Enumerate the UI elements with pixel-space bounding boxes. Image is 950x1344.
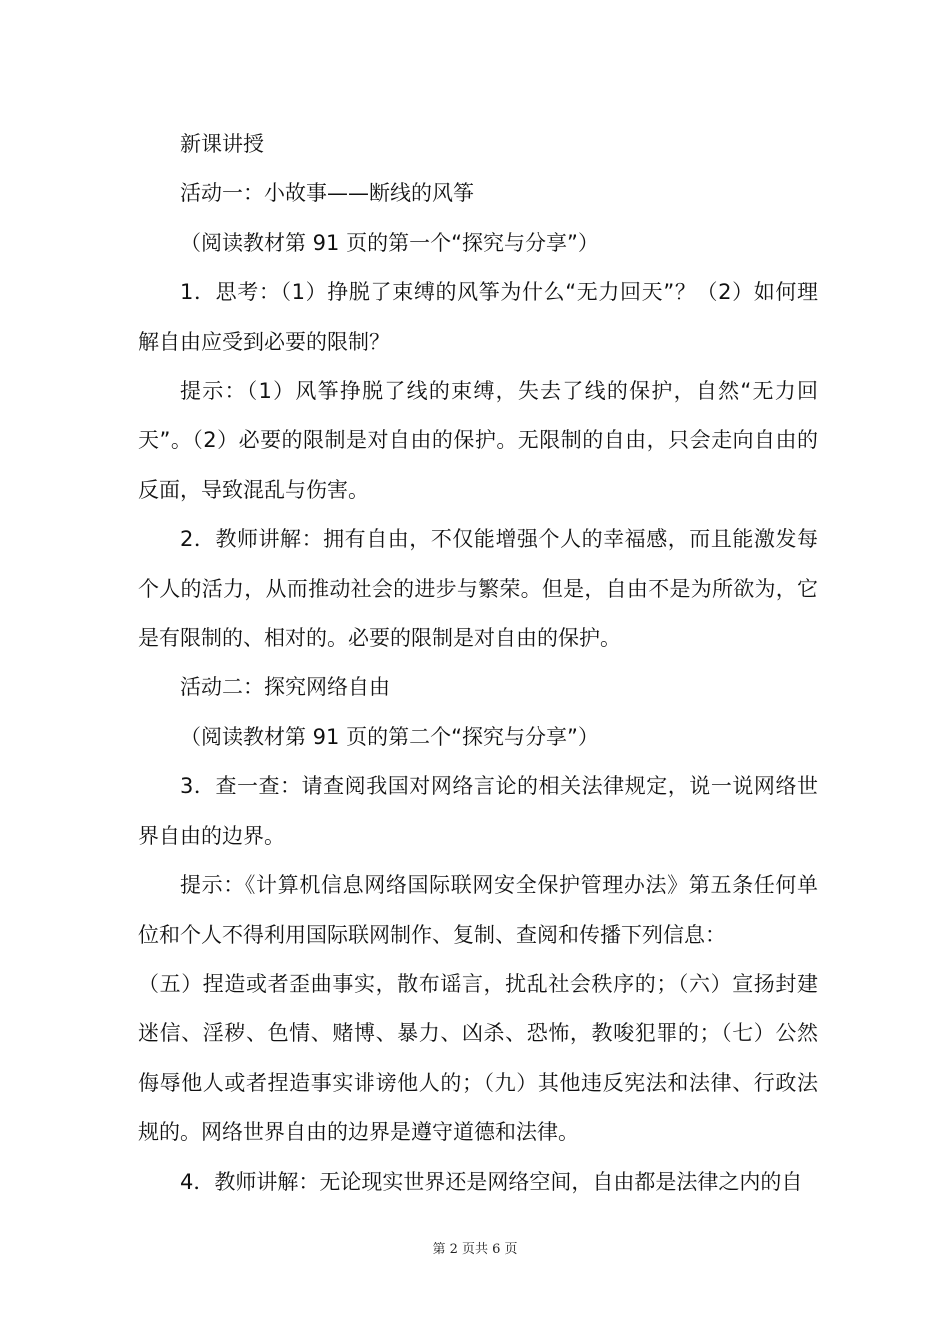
teacher-explanation: 2．教师讲解：拥有自由，不仅能增强个人的幸福感，而且能激发每个人的活力，从而推动社会的进步与繁荣。但是，自由不是为所欲为，它是有限制的、相对的。必要的限制是对自由的保护。	[138, 527, 818, 651]
law-excerpt: （五）捏造或者歪曲事实，散布谣言，扰乱社会秩序的；（六）宣扬封建迷信、淫秽、色情、赌博、暴力、凶杀、恐怖，教唆犯罪的；（七）公然侮辱他人或者捏造事实诽谤他人的；（九）其他违反宪法和法律、行政法规的。网络世界自由的边界是遵守道德和法律。	[138, 971, 818, 1145]
page-number-footer: 第 2 页共 6 页	[432, 1242, 518, 1257]
activity-two-title: 活动二：探究网络自由	[180, 675, 390, 700]
section-heading: 新课讲授	[180, 132, 264, 156]
reading-note: （阅读教材第 91 页的第二个“探究与分享”）	[180, 724, 599, 749]
activity-one-title: 活动一：小故事——断线的风筝	[180, 181, 474, 206]
question-paragraph: 1．思考：（1）挣脱了束缚的风筝为什么“无力回天”？（2）如何理解自由应受到必要的限制？	[138, 280, 818, 354]
hint-paragraph: 提示：（1）风筝挣脱了线的束缚，失去了线的保护，自然“无力回天”。（2）必要的限制是对自由的保护。无限制的自由，只会走向自由的反面，导致混乱与伤害。	[138, 379, 818, 502]
document-body	[138, 120, 818, 1207]
check-paragraph: 3．查一查：请查阅我国对网络言论的相关法律规定，说一说网络世界自由的边界。	[138, 774, 818, 848]
hint-paragraph: 提示：《计算机信息网络国际联网安全保护管理办法》第五条任何单位和个人不得利用国际联网制作、复制、查阅和传播下列信息：	[138, 873, 818, 947]
reading-note: （阅读教材第 91 页的第一个“探究与分享”）	[180, 230, 599, 255]
teacher-explanation: 4．教师讲解：无论现实世界还是网络空间，自由都是法律之内的自	[180, 1169, 803, 1194]
